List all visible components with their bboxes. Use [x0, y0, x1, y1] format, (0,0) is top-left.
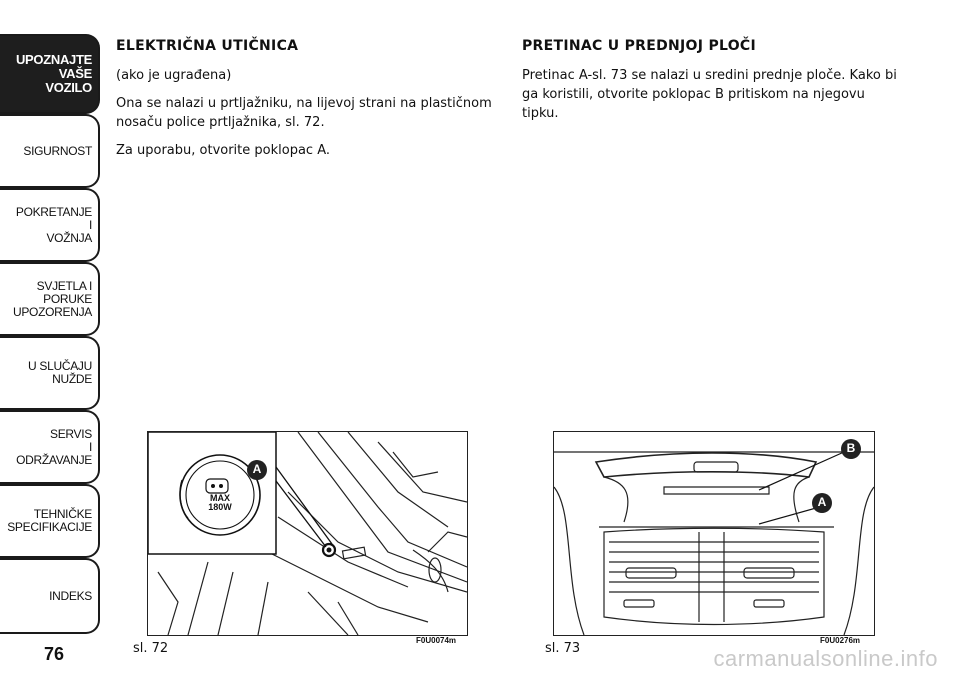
- body-paragraph: Ona se nalazi u prtljažniku, na lijevoj strani na plastičnom nosaču police prtljažnika, sl. 72.: [116, 96, 492, 130]
- body-paragraph: Za uporabu, otvorite poklopac A.: [116, 143, 330, 158]
- figure-73-caption: sl. 73: [545, 641, 581, 656]
- callout-b-label: B: [846, 441, 856, 455]
- chapter-sidebar: [0, 0, 102, 677]
- tab-upoznajte-vase-vozilo[interactable]: UPOZNAJTE VAŠE VOZILO: [0, 34, 100, 114]
- note-text: (ako je ugrađena): [116, 68, 232, 83]
- right-column: [522, 37, 900, 132]
- figure-72-code: F0U0074m: [416, 636, 457, 645]
- socket-rating-text: MAX 180W: [208, 493, 232, 512]
- section-title-electric-socket: ELEKTRIČNA UTIČNICA: [116, 38, 299, 54]
- page-number: 76: [44, 644, 65, 664]
- tab-tehnicke-specifikacije[interactable]: TEHNIČKE SPECIFIKACIJE: [0, 484, 100, 558]
- watermark: carmanualsonline.info: [713, 646, 938, 671]
- figure-73-illustration: [553, 431, 875, 636]
- tab-sigurnost[interactable]: SIGURNOST: [0, 114, 100, 188]
- tab-svjetla-poruke-upozorenja[interactable]: SVJETLA I PORUKE UPOZORENJA: [0, 262, 100, 336]
- figure-72-illustration: [147, 431, 468, 636]
- callout-a-label: A: [252, 462, 262, 476]
- section-title-glove-box: PRETINAC U PREDNJOJ PLOČI: [522, 38, 757, 54]
- body-paragraph: Pretinac A-sl. 73 se nalazi u sredini prednje ploče. Kako bi ga koristili, otvorite poklopac B pritiskom na njegovu tipku.: [522, 68, 897, 121]
- figure-72-caption: sl. 72: [133, 641, 169, 656]
- tab-indeks[interactable]: INDEKS: [0, 558, 100, 634]
- tab-u-slucaju-nuzde[interactable]: U SLUČAJU NUŽDE: [0, 336, 100, 410]
- tab-pokretanje-i-voznja[interactable]: POKRETANJE I VOŽNJA: [0, 188, 100, 262]
- left-column: [116, 37, 494, 169]
- trunk-socket-drawing: [148, 432, 467, 635]
- glove-box-drawing: [554, 432, 874, 635]
- callout-a-label: A: [817, 495, 827, 509]
- tab-servis-i-odrzavanje[interactable]: SERVIS I ODRŽAVANJE: [0, 410, 100, 484]
- figure-73-code: F0U0276m: [820, 636, 861, 645]
